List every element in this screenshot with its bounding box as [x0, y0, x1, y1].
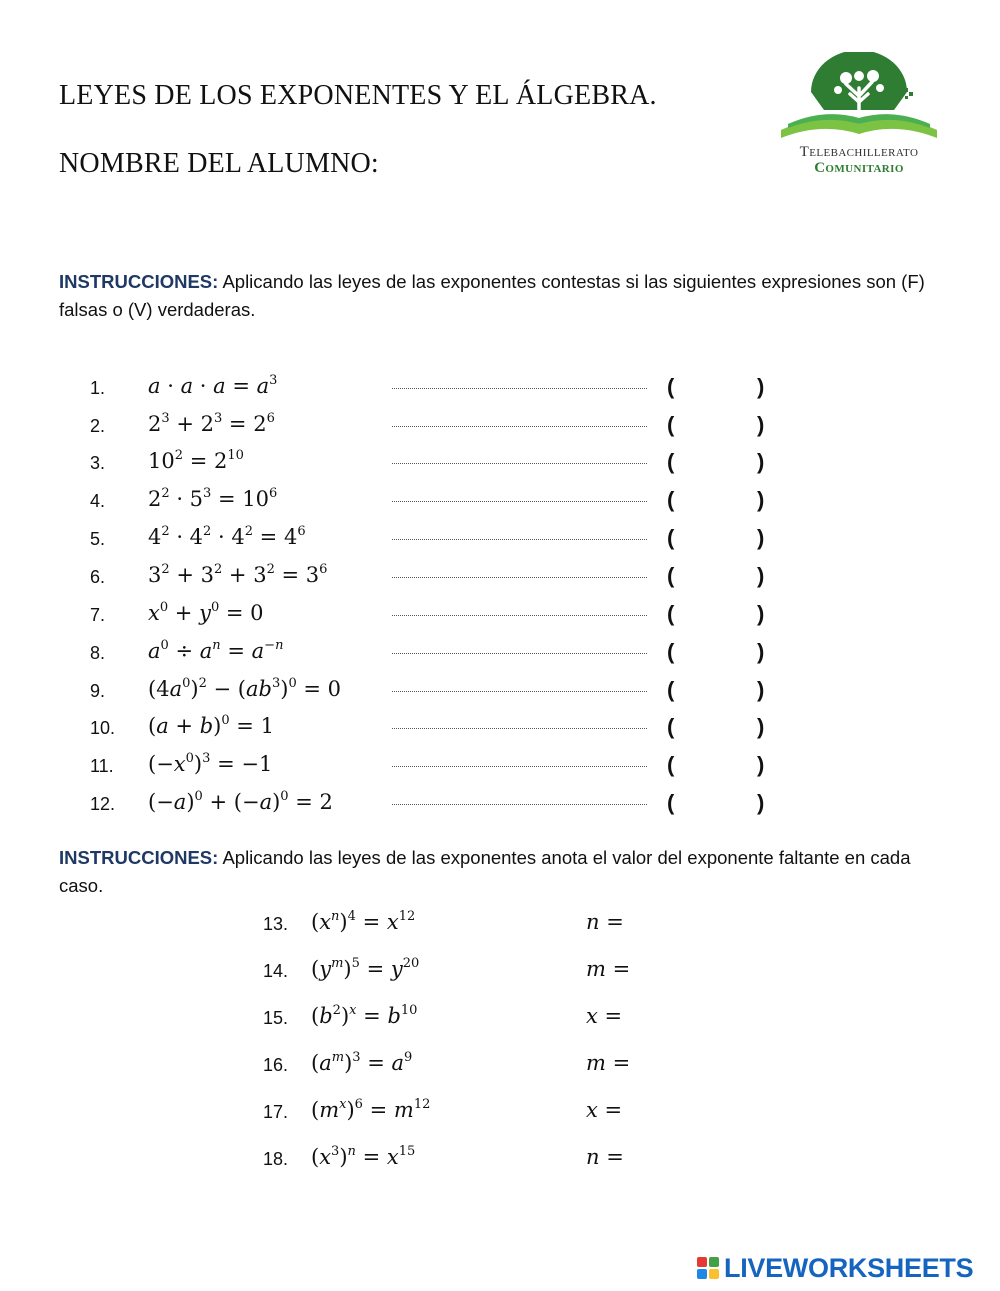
- item-number: 1.: [90, 378, 106, 398]
- answer-field[interactable]: [586, 1145, 624, 1169]
- instructions-true-false: [59, 268, 944, 324]
- school-logo: [776, 52, 942, 180]
- answer-open-paren[interactable]: (: [667, 374, 675, 399]
- answer-open-paren[interactable]: (: [667, 677, 675, 702]
- answer-field[interactable]: [586, 1098, 622, 1122]
- math-expression: $3^2 + 3^2 + 3^2 = 3^6$: [148, 562, 328, 587]
- exponent-item-13: [0, 910, 1000, 942]
- answer-open-paren[interactable]: (: [667, 790, 675, 815]
- dotted-leader: [392, 653, 647, 654]
- answer-close-paren[interactable]: ): [757, 525, 765, 550]
- answer-close-paren[interactable]: ): [757, 752, 765, 777]
- tf-item-4: [0, 487, 1000, 517]
- math-expression: $2^3 + 2^3 = 2^6$: [148, 411, 275, 436]
- dotted-leader: [392, 728, 647, 729]
- answer-open-paren[interactable]: (: [667, 412, 675, 437]
- answer-field[interactable]: [586, 1051, 630, 1075]
- equals-sign: =: [606, 1145, 624, 1169]
- answer-field[interactable]: [586, 957, 630, 981]
- math-expression: $(4a^0)^2 - (ab^3)^0 = 0$: [148, 676, 342, 701]
- tf-item-12: [0, 790, 1000, 820]
- answer-close-paren[interactable]: ): [757, 412, 765, 437]
- answer-close-paren[interactable]: ): [757, 487, 765, 512]
- item-number: 2.: [90, 416, 106, 436]
- student-name-label: NOMBRE DEL ALUMNO:: [59, 148, 379, 179]
- item-number: 14.: [263, 961, 289, 981]
- tf-item-7: [0, 601, 1000, 631]
- tf-item-2: [0, 412, 1000, 442]
- instructions-text: Aplicando las leyes de las exponentes contestas si las siguientes expresiones son (F) falsas o (V) verdaderas.: [59, 271, 925, 320]
- instructions-label: INSTRUCCIONES:: [59, 847, 219, 868]
- math-expression: $(a + b)^0 = 1$: [148, 713, 274, 738]
- instructions-missing-exponent: [59, 844, 944, 900]
- instructions-label: INSTRUCCIONES:: [59, 271, 219, 292]
- page-title: LEYES DE LOS EXPONENTES Y EL ÁLGEBRA.: [59, 80, 657, 111]
- math-expression: $10^2 = 2^{10}$: [148, 448, 244, 473]
- equals-sign: =: [604, 1098, 623, 1122]
- math-expression: $(a^m)^3 = a^9$: [311, 1050, 413, 1075]
- item-number: 16.: [263, 1055, 289, 1075]
- math-expression: $a^0 \div a^n = a^{-n}$: [148, 638, 284, 663]
- dotted-leader: [392, 463, 647, 464]
- answer-close-paren[interactable]: ): [757, 790, 765, 815]
- item-number: 15.: [263, 1008, 289, 1028]
- item-number: 12.: [90, 794, 116, 814]
- tf-item-11: [0, 752, 1000, 782]
- math-expression: $(y^m)^5 = y^{20}$: [311, 956, 420, 981]
- liveworksheets-brand: [697, 1253, 997, 1283]
- tf-item-3: [0, 449, 1000, 479]
- equals-sign: =: [604, 1004, 623, 1028]
- answer-field[interactable]: [586, 910, 624, 934]
- tf-item-8: [0, 639, 1000, 669]
- answer-variable: n: [586, 1145, 600, 1169]
- tf-item-5: [0, 525, 1000, 555]
- tree-book-icon: [776, 52, 942, 144]
- item-number: 8.: [90, 643, 106, 663]
- answer-close-paren[interactable]: ): [757, 449, 765, 474]
- exponent-item-16: [0, 1051, 1000, 1083]
- dotted-leader: [392, 691, 647, 692]
- answer-variable: x: [586, 1004, 598, 1028]
- math-expression: $(x^3)^n = x^{15}$: [311, 1144, 416, 1169]
- answer-close-paren[interactable]: ): [757, 374, 765, 399]
- dotted-leader: [392, 539, 647, 540]
- answer-close-paren[interactable]: ): [757, 677, 765, 702]
- answer-close-paren[interactable]: ): [757, 601, 765, 626]
- math-expression: $2^2 \cdot 5^3 = 10^6$: [148, 486, 278, 511]
- exponent-item-14: [0, 957, 1000, 989]
- tf-item-10: [0, 714, 1000, 744]
- math-expression: $(-x^0)^3 = -1$: [148, 751, 273, 776]
- item-number: 7.: [90, 605, 106, 625]
- answer-field[interactable]: [586, 1004, 622, 1028]
- math-expression: $a \cdot a \cdot a = a^3$: [148, 373, 278, 398]
- answer-open-paren[interactable]: (: [667, 639, 675, 664]
- math-expression: $(-a)^0 + (-a)^0 = 2$: [148, 789, 333, 814]
- item-number: 4.: [90, 491, 106, 511]
- answer-close-paren[interactable]: ): [757, 563, 765, 588]
- dotted-leader: [392, 804, 647, 805]
- answer-open-paren[interactable]: (: [667, 563, 675, 588]
- tf-item-9: [0, 677, 1000, 707]
- tf-item-1: [0, 374, 1000, 404]
- item-number: 6.: [90, 567, 106, 587]
- tf-item-6: [0, 563, 1000, 593]
- math-expression: $(m^x)^6 = m^{12}$: [311, 1097, 431, 1122]
- answer-open-paren[interactable]: (: [667, 449, 675, 474]
- item-number: 5.: [90, 529, 106, 549]
- item-number: 3.: [90, 453, 106, 473]
- item-number: 10.: [90, 718, 116, 738]
- answer-variable: m: [586, 1051, 606, 1075]
- math-expression: $x^0 + y^0 = 0$: [148, 600, 264, 625]
- exponent-item-15: [0, 1004, 1000, 1036]
- exponent-item-18: [0, 1145, 1000, 1177]
- equals-sign: =: [612, 1051, 631, 1075]
- logo-line1: Telebachillerato: [799, 144, 919, 160]
- item-number: 17.: [263, 1102, 289, 1122]
- answer-open-paren[interactable]: (: [667, 601, 675, 626]
- dotted-leader: [392, 501, 647, 502]
- answer-variable: x: [586, 1098, 598, 1122]
- answer-open-paren[interactable]: (: [667, 525, 675, 550]
- answer-open-paren[interactable]: (: [667, 487, 675, 512]
- answer-variable: n: [586, 910, 600, 934]
- exponent-item-17: [0, 1098, 1000, 1130]
- math-expression: $(x^n)^4 = x^{12}$: [311, 909, 416, 934]
- answer-variable: m: [586, 957, 606, 981]
- answer-open-paren[interactable]: (: [667, 752, 675, 777]
- answer-close-paren[interactable]: ): [757, 639, 765, 664]
- math-expression: $4^2 \cdot 4^2 \cdot 4^2 = 4^6$: [148, 524, 306, 549]
- item-number: 11.: [90, 756, 114, 776]
- instructions-text: Aplicando las leyes de las exponentes anota el valor del exponente faltante en cada caso.: [59, 847, 911, 896]
- dotted-leader: [392, 577, 647, 578]
- item-number: 13.: [263, 914, 289, 934]
- equals-sign: =: [606, 910, 624, 934]
- logo-line2: Comunitario: [814, 160, 904, 176]
- item-number: 9.: [90, 681, 106, 701]
- math-expression: $(b^2)^x = b^{10}$: [311, 1003, 418, 1028]
- dotted-leader: [392, 766, 647, 767]
- answer-close-paren[interactable]: ): [757, 714, 765, 739]
- equals-sign: =: [612, 957, 631, 981]
- dotted-leader: [392, 388, 647, 389]
- dotted-leader: [392, 615, 647, 616]
- brand-text: LIVEWORKSHEETS: [724, 1253, 974, 1283]
- dotted-leader: [392, 426, 647, 427]
- liveworksheets-icon: [697, 1257, 721, 1281]
- answer-open-paren[interactable]: (: [667, 714, 675, 739]
- item-number: 18.: [263, 1149, 289, 1169]
